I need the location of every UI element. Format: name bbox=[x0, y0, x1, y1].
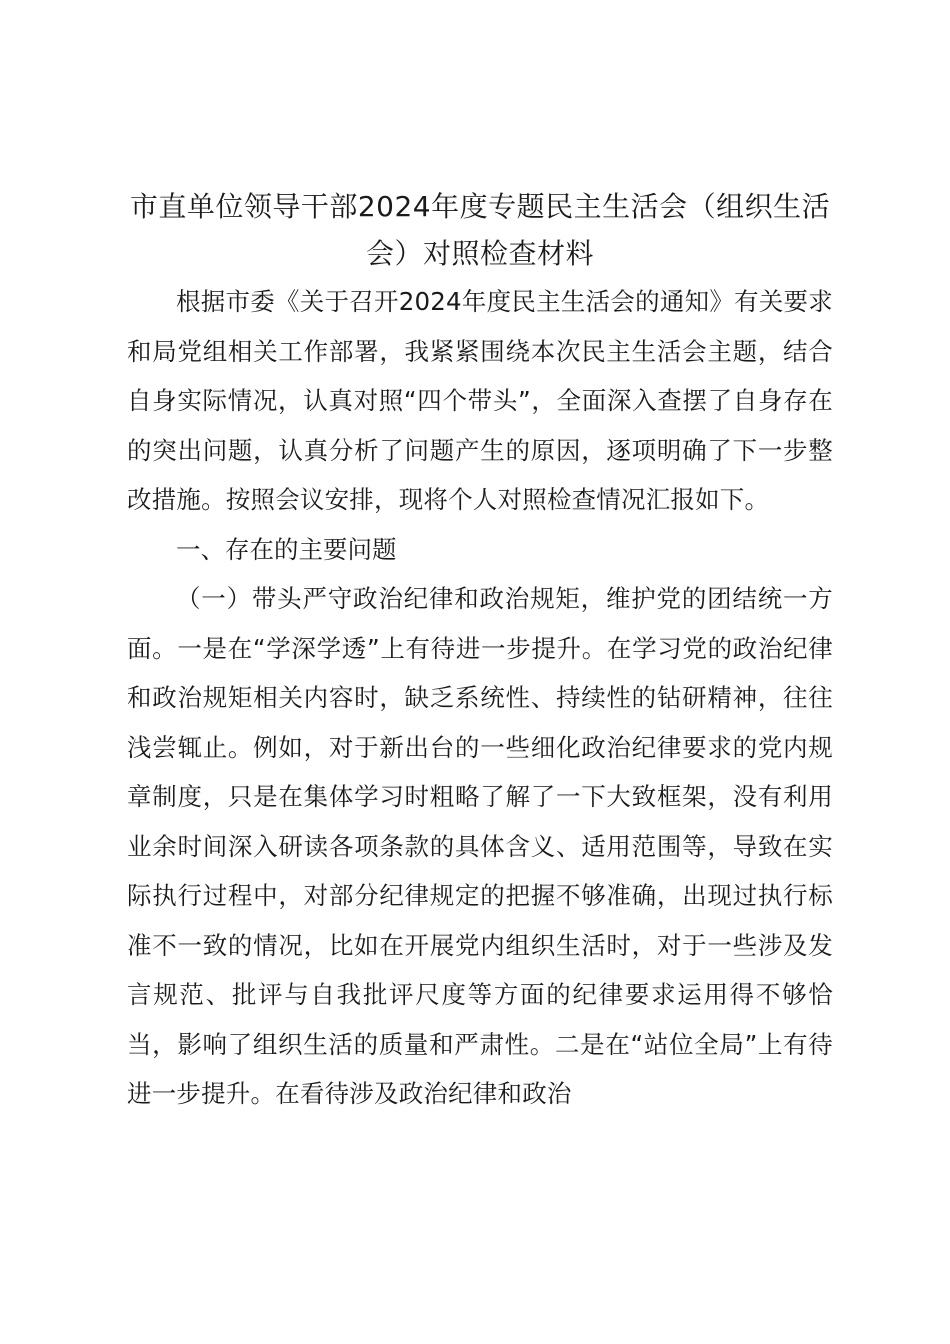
intro-paragraph: 根据市委《关于召开2024年度民主生活会的通知》有关要求和局党组相关工作部署，我紧紧围绕本次民主生活会主题，结合自身实际情况，认真对照“四个带头”，全面深入查摆了自身存在的突出问题，认真分析了问题产生的原因，逐项明确了下一步整改措施。按照会议安排，现将个人对照检查情况汇报如下。 bbox=[127, 287, 833, 514]
section-heading: 一、存在的主要问题 bbox=[176, 534, 397, 564]
body-paragraph: （一）带头严守政治纪律和政治规矩，维护党的团结统一方面。一是在“学深学透”上有待进一步提升。在学习党的政治纪律和政治规矩相关内容时，缺乏系统性、持续性的钻研精神，往往浅尝辄止。例如，对于新出台的一些细化政治纪律要求的党内规章制度，只是在集体学习时粗略了解了一下大致框架，没有利用业余时间深入研读各项条款的具体含义、适用范围等，导致在实际执行过程中，对部分纪律规定的把握不够准确，出现过执行标准不一致的情况，比如在开展党内组织生活时，对于一些涉及发言规范、批评与自我批评尺度等方面的纪律要求运用得不够恰当，影响了组织生活的质量和严肃性。二是在“站位全局”上有待进一步提升。在看待涉及政治纪律和政治 bbox=[127, 584, 833, 1108]
document-page bbox=[127, 183, 833, 1119]
document-title: 市直单位领导干部2024年度专题民主生活会（组织生活会）对照检查材料 bbox=[129, 190, 831, 270]
